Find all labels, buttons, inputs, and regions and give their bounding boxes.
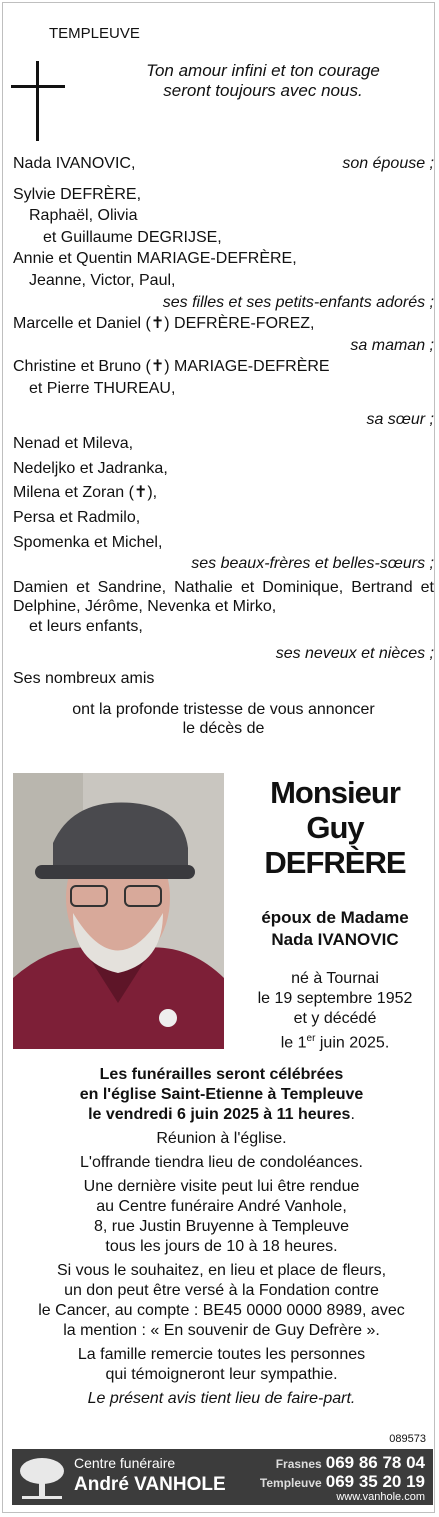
family-list: [13, 153, 434, 738]
family-line: Nada IVANOVIC, son épouse ;: [13, 155, 434, 172]
gathering-info: Réunion à l'église.: [156, 1130, 287, 1147]
reference-number: 089573: [389, 1433, 426, 1445]
tree-logo-icon: [18, 1453, 66, 1501]
family-line: et Guillaume DEGRIJSE,: [43, 228, 222, 246]
relation-label: sa sœur ;: [366, 410, 434, 428]
visit-info: Une dernière visite peut lui être rendue au Centre funéraire André Vanhole, 8, rue Justin Bruyenne à Templeuve tous les jours de 10 à 18 heures.: [83, 1178, 360, 1255]
funeral-home-name: André VANHOLE: [74, 1474, 226, 1495]
relation-label: ses neveux et nièces ;: [275, 645, 434, 663]
family-line: et Pierre THUREAU,: [29, 379, 176, 397]
family-line: Nedeljko et Jadranka,: [13, 459, 168, 477]
relation-label: ses filles et ses petits-enfants adorés ;: [162, 293, 434, 311]
family-line: Milena et Zoran (✝),: [13, 484, 158, 502]
deceased-name: Monsieur Guy DEFRÈRE: [264, 775, 406, 880]
family-line: Annie et Quentin MARIAGE-DEFRÈRE,: [13, 250, 297, 268]
funeral-home-type: Centre funéraire: [74, 1455, 176, 1471]
funeral-home-banner: [12, 1449, 433, 1505]
funeral-details: [9, 1065, 434, 1413]
notice-disclaimer: Le présent avis tient lieu de faire-part.: [87, 1390, 356, 1407]
family-line: Ses nombreux amis: [13, 669, 155, 687]
family-line: Christine et Bruno (✝) MARIAGE-DEFRÈRE: [13, 358, 330, 376]
donation-info: Si vous le souhaitez, en lieu et place de fleurs, un don peut être versé à la Fondation contre le Cancer, au compte : BE45 0000 0000 8989, avec la mention : « En souvenir de Guy Defrère ».: [38, 1262, 405, 1339]
family-line: Raphaël, Olivia: [29, 207, 138, 225]
offering-info: L'offrande tiendra lieu de condoléances.: [80, 1154, 363, 1171]
relation-label: sa maman ;: [350, 336, 434, 354]
announcement: ont la profonde tristesse de vous annoncer le décès de: [72, 701, 375, 738]
birth-death-dates: né à Tournai le 19 septembre 1952 et y décédé le 1er juin 2025.: [257, 970, 413, 1052]
family-line: et leurs enfants,: [29, 617, 143, 635]
family-line: Jeanne, Victor, Paul,: [29, 271, 176, 289]
ceremony-info: Les funérailles seront célébrées en l'église Saint-Etienne à Templeuve le vendredi 6 juin 2025 à 11 heures.: [79, 1066, 364, 1123]
town-label: TEMPLEUVE: [49, 25, 140, 42]
motto: Ton amour infini et ton courage seront toujours avec nous.: [146, 61, 380, 100]
phone-frasnes: Frasnes 069 86 78 04: [275, 1453, 425, 1472]
relation-label: ses beaux-frères et belles-sœurs ;: [191, 555, 434, 573]
family-line: Nenad et Mileva,: [13, 435, 134, 453]
cross-icon: [11, 61, 65, 141]
obituary-notice: [2, 2, 435, 1513]
family-line: Sylvie DEFRÈRE,: [13, 185, 142, 203]
thanks-info: La famille remercie toutes les personnes qui témoigneront leur sympathie.: [77, 1346, 366, 1383]
website-link[interactable]: www.vanhole.com: [336, 1491, 425, 1503]
portrait-photo: [13, 773, 224, 1049]
family-line: Spomenka et Michel,: [13, 533, 163, 551]
spouse-line: époux de Madame Nada IVANOVIC: [261, 908, 409, 949]
phone-templeuve: Templeuve 069 35 20 19: [259, 1472, 425, 1491]
family-line: Damien et Sandrine, Nathalie et Dominique, Bertrand et Delphine, Jérôme, Nevenka et Mirko,: [13, 578, 434, 615]
family-line: Persa et Radmilo,: [13, 508, 141, 526]
family-line: Marcelle et Daniel (✝) DEFRÈRE-FOREZ,: [13, 315, 315, 333]
